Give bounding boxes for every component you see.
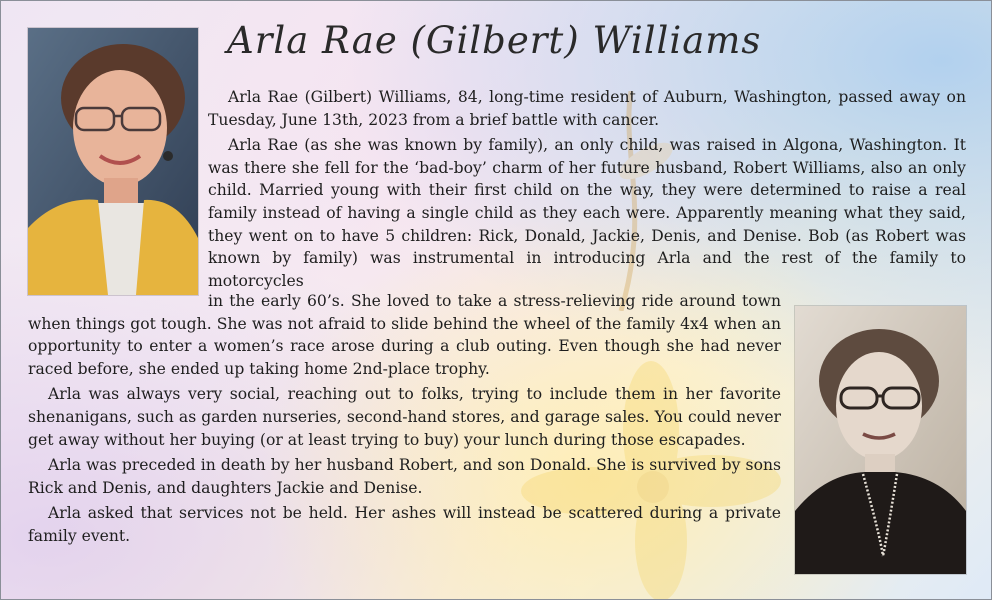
obituary-text-bottom <box>28 290 781 548</box>
paragraph-services: Arla asked that services not be held. Her ashes will instead be scattered during a private family event. <box>28 504 781 545</box>
young-portrait-photo <box>795 306 966 574</box>
paragraph-early-life: Arla Rae (as she was known by family), an only child, was raised in Algona, Washington. It was there she fell for the ‘bad-boy’ charm of her future husband, Robert Williams, also an only child. Married young with their first child on the way, they were determined to raise a real family instead of having a single child as they each were. Apparently meaning what they said, they went on to have 5 children: Rick, Donald, Jackie, Denis, and Denise. Bob (as Robert was known by family) was instrumental in introducing Arla and the rest of the family to motorcycles <box>208 136 966 290</box>
obituary-title: Arla Rae (Gilbert) Williams <box>227 19 762 62</box>
paragraph-social: Arla was always very social, reaching out to folks, trying to include them in her favorite shenanigans, such as garden nurseries, second-hand stores, and garage sales. You could never get away without her buying (or at least trying to buy) your lunch during those escapades. <box>28 385 781 449</box>
recent-portrait-photo <box>28 28 198 295</box>
paragraph-motorcycles: in the early 60’s. She loved to take a stress-relieving ride around town when things got tough. She was not afraid to slide behind the wheel of the family 4x4 when an opportunity to enter a women’s race arose during a club outing. Even though she had never raced before, she ended up taking home 2nd-place trophy. <box>28 292 781 378</box>
paragraph-announcement: Arla Rae (Gilbert) Williams, 84, long-time resident of Auburn, Washington, passed away on Tuesday, June 13th, 2023 from a brief battle with cancer. <box>208 88 966 129</box>
paragraph-survivors: Arla was preceded in death by her husband Robert, and son Donald. She is survived by sons Rick and Denis, and daughters Jackie and Denise. <box>28 456 781 497</box>
obituary-text-top <box>208 86 966 292</box>
